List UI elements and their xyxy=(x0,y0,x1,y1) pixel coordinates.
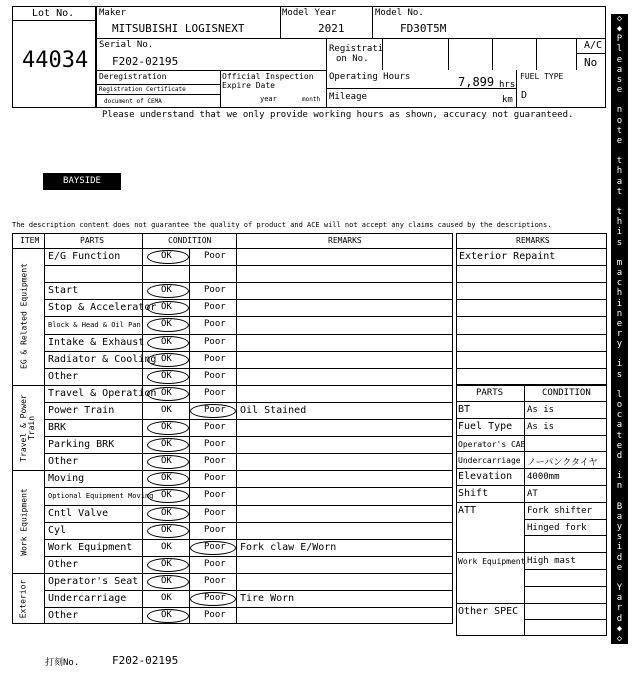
spec-condition-value: Fork shifter xyxy=(527,505,593,516)
poor-option: Poor xyxy=(204,285,226,296)
poor-option: Poor xyxy=(204,593,226,603)
part-name: Undercarriage xyxy=(48,593,127,604)
sidebar-character: n xyxy=(616,105,623,116)
sidebar-character: t xyxy=(616,207,623,218)
month-label: month xyxy=(302,96,321,103)
sidebar-character: a xyxy=(616,511,623,522)
disclaimer-text: The description content does not guarantee the quality of product and ACE will not accept any claims caused by the descriptions. xyxy=(12,221,552,229)
ok-option: OK xyxy=(161,370,172,381)
sidebar-character: e xyxy=(616,440,623,451)
sidebar-character: ◇ xyxy=(616,633,623,644)
sidebar-character: B xyxy=(616,501,623,512)
ok-option: OK xyxy=(161,541,172,552)
ok-option: OK xyxy=(161,507,172,518)
sidebar-character: i xyxy=(616,471,623,482)
poor-option: Poor xyxy=(204,507,226,518)
part-name: Stop & Accelerator xyxy=(48,302,157,314)
sidebar-character: d xyxy=(616,552,623,563)
sidebar-character: i xyxy=(616,359,623,370)
part-name: Work Equipment xyxy=(48,541,133,553)
model-year-label: Model Year xyxy=(282,8,337,18)
part-name: Moving xyxy=(48,473,85,485)
lot-label: Lot No. xyxy=(32,8,75,19)
mileage-unit: km xyxy=(502,95,513,105)
ok-option: OK xyxy=(161,404,172,415)
sidebar-character: a xyxy=(616,64,623,75)
parts-row-divider xyxy=(524,569,607,570)
condition-header: CONDITION xyxy=(542,388,591,398)
year-label: year xyxy=(260,95,277,103)
spec-part-name: Other SPEC xyxy=(458,605,519,617)
sidebar-character: t xyxy=(616,430,623,441)
part-name: Radiator & Cooling xyxy=(48,353,157,365)
sidebar-character: r xyxy=(616,603,623,614)
sidebar-character: a xyxy=(616,176,623,187)
hours-notice: Please understand that we only provide working hours as shown, accuracy not guaranteed. xyxy=(102,110,574,120)
poor-option: Poor xyxy=(204,439,226,450)
sidebar-character: d xyxy=(616,613,623,624)
part-name: Cyl xyxy=(48,524,67,536)
deregistration-label: Deregistration xyxy=(99,72,167,81)
poor-option: Poor xyxy=(204,336,226,347)
parts-header: PARTS xyxy=(476,388,504,398)
fuel-type-value: D xyxy=(521,90,528,101)
registration-label-2: on No. xyxy=(336,54,369,64)
ok-option: OK xyxy=(161,251,172,261)
ok-option: OK xyxy=(161,353,172,364)
sidebar-character: n xyxy=(616,481,623,492)
operating-hours-label: Operating Hours xyxy=(329,72,411,82)
parts-header-divider xyxy=(456,401,607,402)
parts-row-divider xyxy=(456,451,607,452)
ok-option: OK xyxy=(161,439,172,450)
poor-option: Poor xyxy=(204,541,226,552)
sidebar-character: a xyxy=(616,268,623,279)
mileage-label: Mileage xyxy=(329,92,367,102)
ok-option: OK xyxy=(161,422,172,432)
sidebar-character: s xyxy=(616,74,623,85)
remark-text: Fork claw E/Worn xyxy=(240,541,337,553)
col-header-condition: CONDITION xyxy=(168,236,212,245)
spec-condition-value: High mast xyxy=(527,556,576,567)
poor-option: Poor xyxy=(204,302,226,313)
maker-label: Maker xyxy=(99,8,127,18)
sidebar-character: d xyxy=(616,450,623,461)
poor-option: Poor xyxy=(204,610,226,621)
ac-value: No xyxy=(584,56,598,69)
sidebar-character: Y xyxy=(616,583,623,594)
spec-condition-value: ノーパンクタイヤ xyxy=(527,458,598,469)
cema-document-label: document of CEMA xyxy=(104,98,162,105)
poor-option: Poor xyxy=(204,524,226,535)
sidebar-character: e xyxy=(616,562,623,573)
sidebar-character: o xyxy=(616,400,623,411)
remark-text: Tire Worn xyxy=(240,593,295,604)
part-name: Other xyxy=(48,558,79,570)
ok-option: OK xyxy=(161,473,172,484)
poor-option: Poor xyxy=(204,575,226,586)
sidebar-character: m xyxy=(616,257,623,268)
parts-row-divider xyxy=(524,519,607,520)
sidebar-character: c xyxy=(616,278,623,289)
sidebar-character: h xyxy=(616,166,623,177)
model-no-label: Model No. xyxy=(375,8,424,18)
sidebar-character: s xyxy=(616,532,623,543)
sidebar-character: e xyxy=(616,54,623,65)
location-sidebar xyxy=(611,14,628,644)
parts-row-divider xyxy=(456,502,607,503)
poor-option: Poor xyxy=(204,456,226,467)
col-header-item: ITEM xyxy=(20,236,40,245)
sidebar-character: e xyxy=(616,135,623,146)
part-name: Other xyxy=(48,370,79,382)
sidebar-character: t xyxy=(616,186,623,197)
sidebar-character: c xyxy=(616,410,623,421)
serial-value: F202-02195 xyxy=(112,55,179,68)
registration-certificate-label: Registration Certificate xyxy=(99,86,186,93)
sidebar-character: t xyxy=(616,156,623,167)
sidebar-character: l xyxy=(616,389,623,400)
registration-label-1: Registrati xyxy=(329,44,384,54)
parts-row-divider xyxy=(524,619,607,620)
poor-option: Poor xyxy=(204,473,226,484)
serial-label: Serial No. xyxy=(99,40,154,50)
part-name: Cntl Valve xyxy=(48,507,109,519)
parts-col-divider xyxy=(524,385,525,636)
sidebar-character: e xyxy=(616,318,623,329)
sidebar-character: h xyxy=(616,288,623,299)
poor-option: Poor xyxy=(204,490,226,501)
remarks-row-text: Exterior Repaint xyxy=(459,251,556,262)
spec-condition-value: 4000mm xyxy=(527,472,560,483)
sidebar-character: ◆ xyxy=(616,24,623,35)
part-name: E/G Function xyxy=(48,251,121,262)
sidebar-character: n xyxy=(616,308,623,319)
poor-option: Poor xyxy=(204,387,226,398)
col-header-remarks: REMARKS xyxy=(328,236,362,245)
spec-condition-value: Hinged fork xyxy=(527,522,587,533)
spec-part-name: ATT xyxy=(458,504,477,516)
group-label: EG & Related Equipment xyxy=(19,263,29,370)
inspection-label-1: Official Inspection xyxy=(222,72,314,81)
parts-row-divider xyxy=(456,468,607,469)
spec-condition-value: AT xyxy=(527,489,538,499)
group-label: Exterior xyxy=(18,579,28,618)
sidebar-character: l xyxy=(616,44,623,55)
operating-hours-value: 7,899 xyxy=(458,75,495,89)
ok-option: OK xyxy=(161,610,172,621)
part-name: Block & Head & Oil Pan xyxy=(48,321,141,330)
ok-option: OK xyxy=(161,456,172,467)
ok-option: OK xyxy=(161,490,172,501)
ok-option: OK xyxy=(161,302,172,313)
spec-part-name: Shift xyxy=(458,488,489,499)
sidebar-character: y xyxy=(616,339,623,350)
sidebar-character: a xyxy=(616,420,623,431)
ok-option: OK xyxy=(161,593,172,603)
hours-unit: hrs xyxy=(499,80,516,90)
ac-label: A/C xyxy=(584,40,603,51)
sidebar-character: ◆ xyxy=(616,623,623,634)
sidebar-character: s xyxy=(616,369,623,380)
spec-part-name: Fuel Type xyxy=(458,420,513,432)
parts-row-divider xyxy=(456,552,607,553)
ok-option: OK xyxy=(161,319,172,330)
parts-row-divider xyxy=(456,603,607,604)
parts-row-divider xyxy=(524,586,607,587)
spec-part-name: BT xyxy=(458,404,471,415)
ok-option: OK xyxy=(161,285,172,296)
sidebar-character: i xyxy=(616,298,623,309)
sidebar-character: ◇ xyxy=(616,14,623,24)
lot-number: 44034 xyxy=(22,48,89,73)
part-name: Travel & Operation xyxy=(48,387,157,399)
model-year-value: 2021 xyxy=(318,22,345,35)
remarks-header: REMARKS xyxy=(516,236,550,245)
stamp-number-value: F202-02195 xyxy=(112,654,179,667)
sidebar-character: t xyxy=(616,125,623,136)
poor-option: Poor xyxy=(204,353,226,364)
part-name: BRK xyxy=(48,422,67,433)
parts-row-divider xyxy=(456,418,607,419)
part-name: Parking BRK xyxy=(48,439,115,451)
spec-part-name: Elevation xyxy=(458,471,513,483)
spec-part-name: Work Equipment xyxy=(458,557,526,567)
ok-option: OK xyxy=(161,558,172,569)
poor-option: Poor xyxy=(204,558,226,569)
group-label: Travel & Power Train xyxy=(19,393,36,462)
ok-option: OK xyxy=(161,387,172,398)
sidebar-character: y xyxy=(616,522,623,533)
spec-part-name: Undercarriage xyxy=(458,456,521,466)
poor-option: Poor xyxy=(204,422,226,432)
group-label: Work Equipment xyxy=(19,487,28,556)
sidebar-character: i xyxy=(616,227,623,238)
maker-value: MITSUBISHI LOGISNEXT xyxy=(112,22,245,35)
sidebar-character: e xyxy=(616,85,623,96)
ok-option: OK xyxy=(161,575,172,586)
sidebar-character: o xyxy=(616,115,623,126)
sidebar-character: h xyxy=(616,217,623,228)
spec-part-name: Operator's CAB xyxy=(458,439,526,449)
part-name: Intake & Exhaust xyxy=(48,336,145,348)
model-no-value: FD30T5M xyxy=(400,22,447,35)
poor-option: Poor xyxy=(204,404,226,415)
poor-option: Poor xyxy=(204,319,226,330)
location-badge-text: BAYSIDE xyxy=(63,176,101,186)
poor-option: Poor xyxy=(204,251,226,261)
part-name: Other xyxy=(48,610,79,622)
part-name: Other xyxy=(48,456,79,468)
sidebar-character: s xyxy=(616,237,623,248)
ok-option: OK xyxy=(161,336,172,347)
fuel-type-label: FUEL TYPE xyxy=(520,72,564,81)
ok-option: OK xyxy=(161,524,172,535)
parts-row-divider xyxy=(456,435,607,436)
parts-row-divider xyxy=(456,485,607,486)
inspection-label-2: Expire Date xyxy=(222,81,275,90)
sidebar-character: P xyxy=(616,34,623,45)
sidebar-character: a xyxy=(616,593,623,604)
spec-condition-value: As is xyxy=(527,421,555,432)
stamp-number-label: 打刻No. xyxy=(45,658,80,668)
part-name: Optional Equipment Moving xyxy=(48,492,154,501)
spec-condition-value: As is xyxy=(527,405,555,415)
sidebar-character: r xyxy=(616,329,623,339)
part-name: Start xyxy=(48,285,79,297)
part-name: Operator's Seat xyxy=(48,575,139,587)
sidebar-character: i xyxy=(616,542,623,553)
parts-row-divider xyxy=(524,535,607,536)
part-name: Power Train xyxy=(48,404,115,416)
poor-option: Poor xyxy=(204,370,226,381)
remark-text: Oil Stained xyxy=(240,404,307,416)
col-header-parts: PARTS xyxy=(80,236,105,245)
